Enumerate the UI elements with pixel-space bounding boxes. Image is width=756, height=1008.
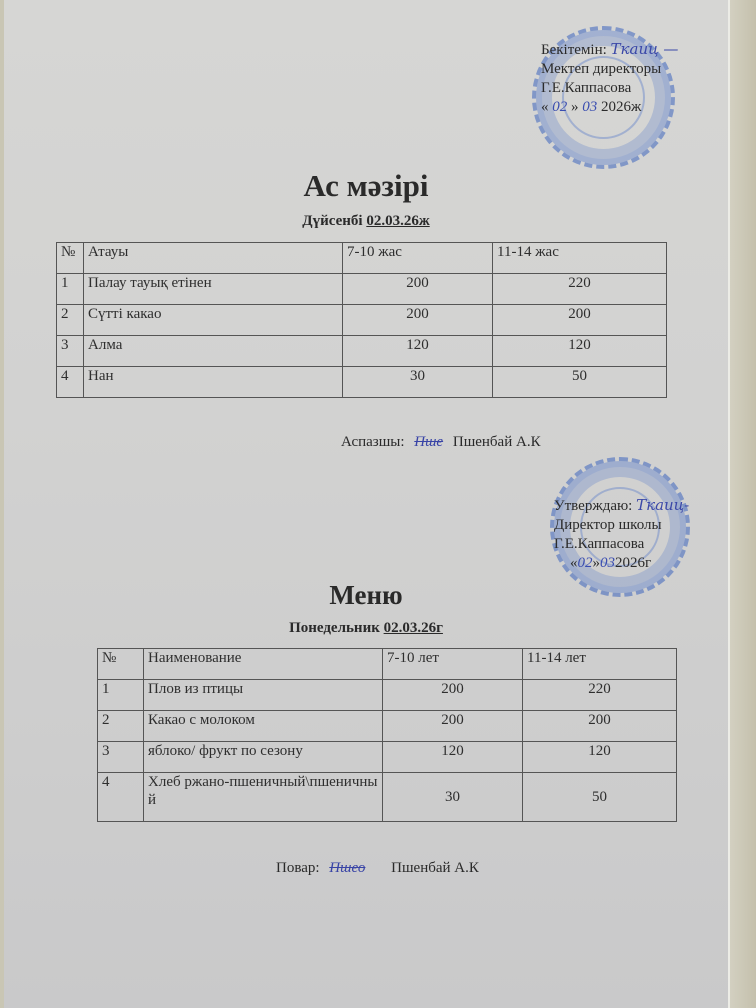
menu-day-kz: Дүйсенбі 02.03.26ж (302, 213, 430, 229)
director-signature: Ткаиц — (610, 40, 679, 58)
portion-11-14: 120 (523, 742, 677, 773)
approver-position: Мектеп директоры (541, 61, 662, 77)
portion-7-10: 120 (343, 336, 493, 367)
row-number: 2 (57, 305, 84, 336)
menu-title-kz: Ас мәзірі (303, 168, 429, 203)
portion-7-10: 200 (383, 711, 523, 742)
header-number: № (57, 243, 84, 274)
row-number: 4 (98, 773, 144, 822)
table-row (57, 336, 667, 367)
approval-year: 2026г (615, 555, 652, 571)
cook-signature: Пшео (329, 860, 366, 876)
table-header-row (57, 243, 667, 274)
cook-name: Пшенбай А.К (452, 434, 541, 450)
document-page (4, 0, 730, 1008)
dish-name: Нан (84, 367, 343, 398)
background-surface (730, 0, 756, 1008)
header-age-11-14: 11-14 жас (493, 243, 667, 274)
header-age-7-10: 7-10 лет (383, 649, 523, 680)
approval-month: 03 (582, 99, 598, 115)
cook-signature-line-kz (341, 434, 541, 451)
portion-11-14: 200 (523, 711, 677, 742)
dish-name: Сүтті какао (84, 305, 343, 336)
cook-label: Аспазшы: (341, 434, 405, 450)
portion-11-14: 50 (523, 773, 677, 822)
approval-day: 02 (552, 99, 568, 115)
portion-7-10: 120 (383, 742, 523, 773)
menu-title-ru: Меню (329, 580, 403, 610)
row-number: 4 (57, 367, 84, 398)
table-row (57, 305, 667, 336)
cook-signature: Пше (414, 434, 444, 450)
approval-label: Утверждаю: (554, 498, 633, 514)
approval-block-ru (554, 496, 689, 573)
table-row (57, 367, 667, 398)
row-number: 1 (98, 680, 144, 711)
cook-label: Повар: (276, 860, 320, 876)
dish-name: Алма (84, 336, 343, 367)
portion-11-14: 120 (493, 336, 667, 367)
approval-day: 02 (577, 555, 593, 571)
menu-table-kz (56, 242, 667, 398)
table-row (98, 773, 677, 822)
table-row (57, 274, 667, 305)
portion-7-10: 30 (343, 367, 493, 398)
table-row (98, 742, 677, 773)
dish-name: Какао с молоком (144, 711, 383, 742)
menu-table-ru (97, 648, 677, 822)
approval-year: 2026ж (601, 99, 642, 115)
portion-11-14: 220 (523, 680, 677, 711)
cook-signature-line-ru (276, 860, 479, 877)
approver-position: Директор школы (554, 517, 662, 533)
portion-7-10: 200 (383, 680, 523, 711)
table-row (98, 711, 677, 742)
dish-name: Палау тауық етінен (84, 274, 343, 305)
dish-name: Хлеб ржано-пшеничный\пшеничный (144, 773, 383, 822)
header-age-7-10: 7-10 жас (343, 243, 493, 274)
approver-name: Г.Е.Каппасова (554, 536, 645, 552)
menu-date-ru: 02.03.26г (383, 620, 443, 636)
cook-name: Пшенбай А.К (391, 860, 479, 876)
row-number: 1 (57, 274, 84, 305)
portion-11-14: 50 (493, 367, 667, 398)
portion-7-10: 30 (383, 773, 523, 822)
approver-name: Г.Е.Каппасова (541, 80, 632, 96)
row-number: 2 (98, 711, 144, 742)
approval-month: 03 (600, 555, 615, 571)
header-number: № (98, 649, 144, 680)
dish-name: яблоко/ фрукт по сезону (144, 742, 383, 773)
director-signature: Ткаиц- (636, 496, 690, 514)
portion-11-14: 200 (493, 305, 667, 336)
approval-label: Бекітемін: (541, 42, 607, 58)
approval-date: «02»032026г (570, 555, 652, 571)
header-name: Наименование (144, 649, 383, 680)
table-header-row (98, 649, 677, 680)
portion-7-10: 200 (343, 305, 493, 336)
portion-7-10: 200 (343, 274, 493, 305)
table-row (98, 680, 677, 711)
dish-name: Плов из птицы (144, 680, 383, 711)
row-number: 3 (57, 336, 84, 367)
approval-date: « 02 » 03 2026ж (541, 99, 642, 115)
portion-11-14: 220 (493, 274, 667, 305)
header-name: Атауы (84, 243, 343, 274)
menu-date-kz: 02.03.26ж (366, 213, 430, 229)
approval-block-kz (541, 40, 678, 117)
header-age-11-14: 11-14 лет (523, 649, 677, 680)
menu-day-ru: Понедельник 02.03.26г (289, 620, 443, 636)
row-number: 3 (98, 742, 144, 773)
